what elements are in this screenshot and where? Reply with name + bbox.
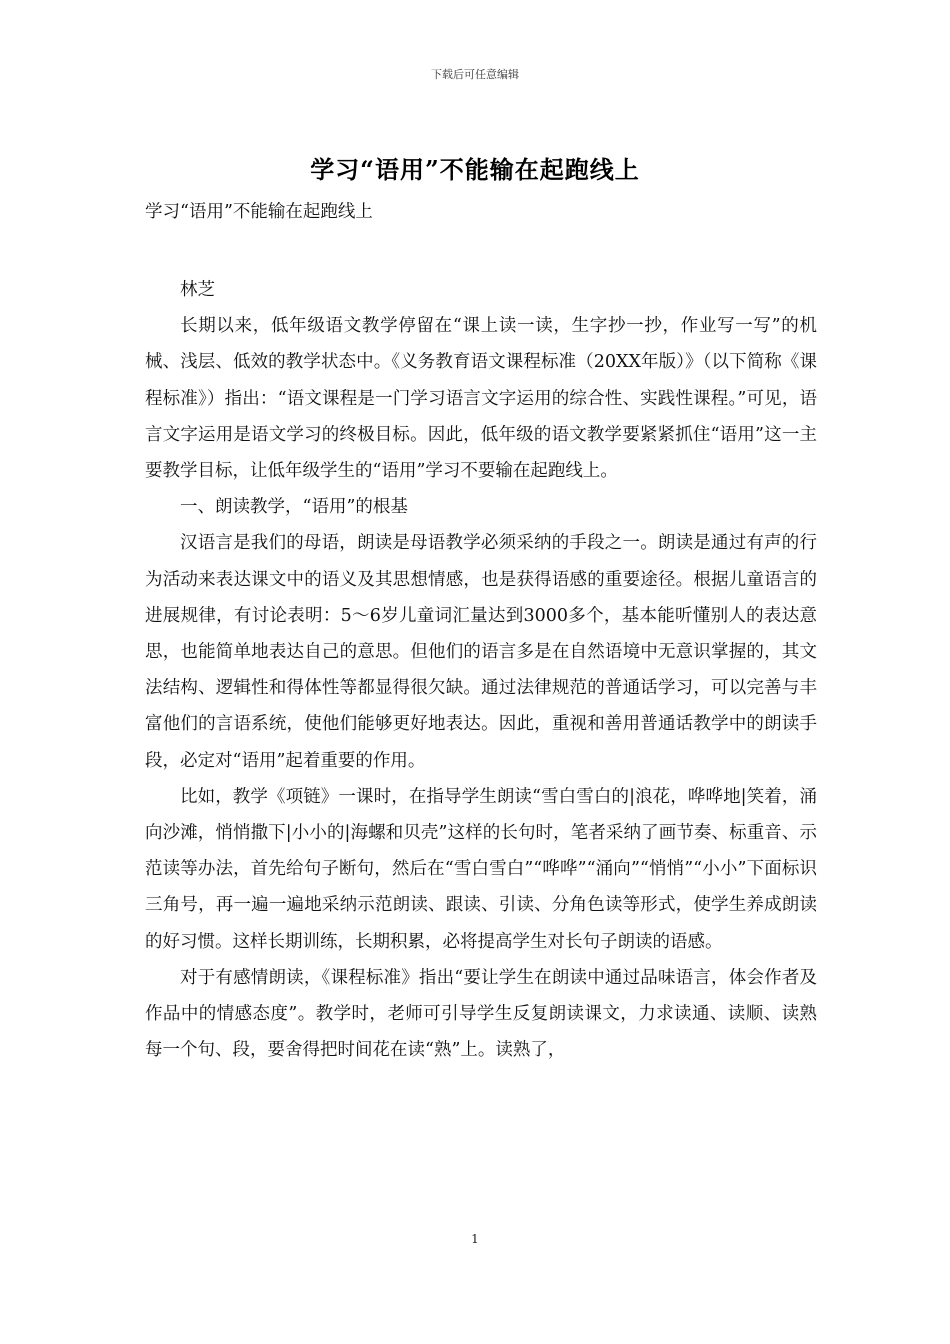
page-header: 下载后可任意编辑 [431,68,519,81]
document-title: 学习“语用”不能输在起跑线上 [310,155,640,184]
body-text [145,272,817,1068]
paragraph: 对于有感情朗读，《课程标准》指出“要让学生在朗读中通过品味语言，体会作者及作品中的情感态度”。教学时，老师可引导学生反复朗读课文，力求读通、读顺、读熟每一个句、段，要舍得把时间花在读“熟”上。读熟了， [145,967,817,1061]
section-heading: 一、朗读教学，“语用”的根基 [180,497,408,518]
paragraph-intro: 长期以来，低年级语文教学停留在“课上读一读，生字抄一抄，作业写一写”的机械、浅层、低效的教学状态中。《义务教育语文课程标准（20XX年版）》（以下简称《课程标准》）指出：“语文课程是一门学习语言文字运用的综合性、实践性课程。”可见，语言文字运用是语文学习的终极目标。因此，低年级的语文教学要紧紧抓住“语用”这一主要教学目标，让低年级学生的“语用”学习不要输在起跑线上。 [145,316,817,482]
paragraph: 汉语言是我们的母语，朗读是母语教学必须采纳的手段之一。朗读是通过有声的行为活动来表达课文中的语义及其思想情感，也是获得语感的重要途径。根据儿童语言的进展规律，有讨论表明：5～6岁儿童词汇量达到3000多个，基本能听懂别人的表达意思，也能简单地表达自己的意思。但他们的语言多是在自然语境中无意识掌握的，其文法结构、逻辑性和得体性等都显得很欠缺。通过法律规范的普通话学习，可以完善与丰富他们的言语系统，使他们能够更好地表达。因此，重视和善用普通话教学中的朗读手段，必定对“语用”起着重要的作用。 [145,533,817,771]
page-number: 1 [471,1232,479,1246]
paragraph: 比如，教学《项链》一课时，在指导学生朗读“雪白雪白的|浪花，哗哗地|笑着，涌向沙滩，悄悄撒下|小小的|海螺和贝壳”这样的长句时，笔者采纳了画节奏、标重音、示范读等办法，首先给句子断句，然后在“雪白雪白”“哗哗”“涌向”“悄悄”“小小”下面标识三角号，再一遍一遍地采纳示范朗读、跟读、引读、分角色读等形式，使学生养成朗读的好习惯。这样长期训练，长期积累，必将提高学生对长句子朗读的语感。 [145,786,817,952]
document-subtitle: 学习“语用”不能输在起跑线上 [145,202,373,222]
author-line: 林芝 [180,280,215,300]
